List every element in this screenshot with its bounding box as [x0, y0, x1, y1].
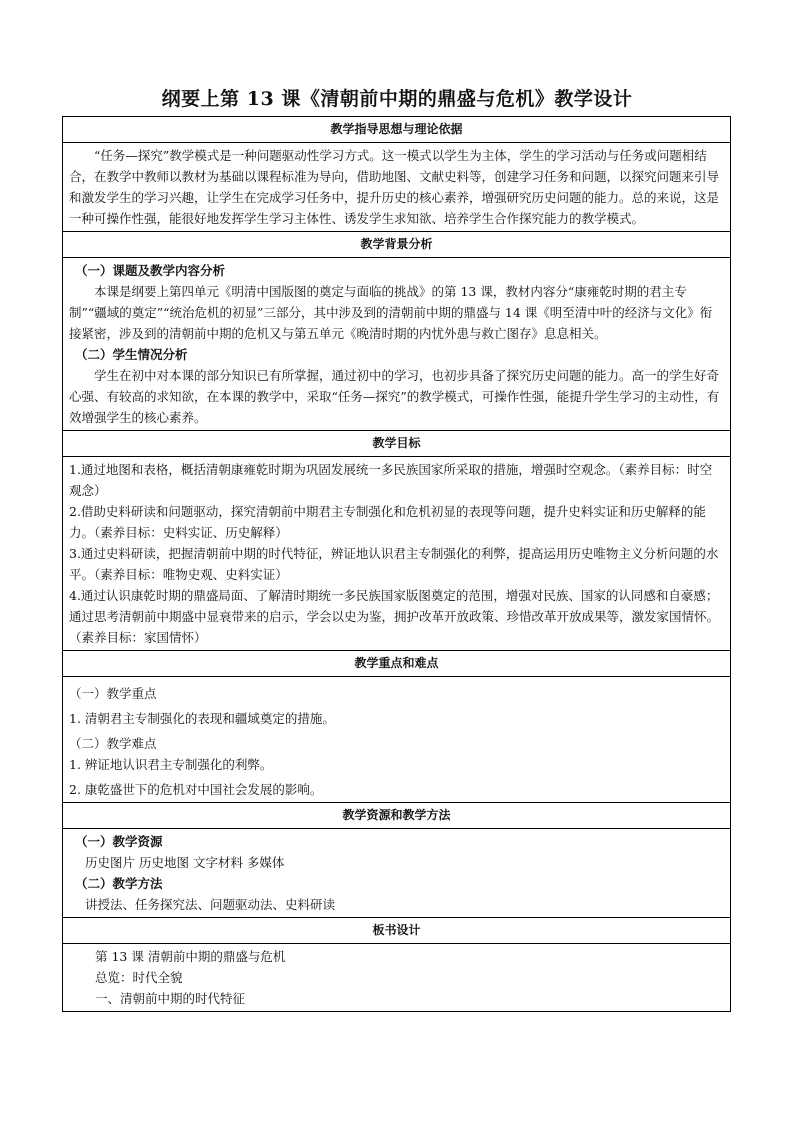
- section-header-background: 教学背景分析: [63, 232, 731, 258]
- subheading-student-analysis: （二）学生情况分析: [75, 347, 188, 362]
- objective-item: 4.通过认识康乾时期的鼎盛局面、了解清时期统一多民族国家版图奠定的范围，增强对民族、国家的认同感和自豪感；通过思考清朝前中期盛中显衰带来的启示，学会以史为鉴，拥护改革开放政策、珍惜改革开放成果等，激发家国情怀。（素养目标：家国情怀）: [69, 588, 720, 645]
- table-row: [63, 258, 731, 431]
- table-row: [63, 677, 731, 803]
- section-body-objectives: [63, 457, 731, 651]
- paragraph: 本课是纲要上第四单元《明清中国版图的奠定与面临的挑战》的第 13 课，教材内容分“康雍乾时期的君主专制”“疆域的奠定”“统治危机的初显”三部分，其中涉及到的清朝前中期的鼎盛与 14 课《明至清中叶的经济与文化》衔接紧密，涉及到的清朝前中期的危机又与第五单元《晚清时期的内忧外患与救亡图存》息息相关。: [69, 284, 713, 341]
- paragraph: 学生在初中对本课的部分知识已有所掌握，通过初中的学习，也初步具备了探究历史问题的能力。高一的学生好奇心强、有较高的求知欲，在本课的教学中，采取“任务—探究”的教学模式，可操作性强，能提升学生学习的主动性，有效增强学生的核心素养。: [69, 368, 720, 425]
- section-body-key-points: [63, 677, 731, 803]
- table-row: [63, 431, 731, 457]
- section-body-resources-methods: [63, 829, 731, 918]
- blackboard-line: 一、清朝前中期的时代特征: [95, 991, 246, 1006]
- section-body-blackboard: [63, 944, 731, 1012]
- blackboard-line: 第 13 课 清朝前中期的鼎盛与危机: [95, 949, 286, 964]
- section-body-background: [63, 258, 731, 431]
- table-row: [63, 918, 731, 944]
- table-row: [63, 803, 731, 829]
- table-row: [63, 232, 731, 258]
- difficulty-item: 1. 辨证地认识君主专制强化的利弊。: [69, 757, 273, 772]
- blackboard-line: 总览：时代全貌: [95, 970, 183, 985]
- table-row: [63, 117, 731, 143]
- section-header-blackboard: 板书设计: [63, 918, 731, 944]
- subheading-resources: （一）教学资源: [75, 834, 163, 849]
- section-body-guiding-ideology: [63, 143, 731, 232]
- objective-item: 2.借助史料研读和问题驱动，探究清朝前中期君主专制强化和危机初显的表现等问题，提升史料实证和历史解释的能力。（素养目标：史料实证、历史解释）: [69, 504, 706, 540]
- subheading-difficulty: （二）教学难点: [69, 736, 157, 751]
- section-header-guiding-ideology: 教学指导思想与理论依据: [63, 117, 731, 143]
- section-header-objectives: 教学目标: [63, 431, 731, 457]
- methods-text: 讲授法、任务探究法、问题驱动法、史料研读: [85, 897, 336, 912]
- table-row: [63, 457, 731, 651]
- table-row: [63, 829, 731, 918]
- table-row: [63, 651, 731, 677]
- subheading-content-analysis: （一）课题及教学内容分析: [75, 263, 226, 278]
- resources-text: 历史图片 历史地图 文字材料 多媒体: [85, 855, 285, 870]
- objective-item: 1.通过地图和表格，概括清朝康雍乾时期为巩固发展统一多民族国家所采取的措施，增强时空观念。（素养目标：时空观念）: [69, 462, 713, 498]
- lesson-plan-table: [62, 116, 731, 1012]
- section-header-resources-methods: 教学资源和教学方法: [63, 803, 731, 829]
- subheading-key-point: （一）教学重点: [69, 686, 157, 701]
- subheading-methods: （二）教学方法: [75, 876, 163, 891]
- document-title: 纲要上第 13 课《清朝前中期的鼎盛与危机》教学设计: [161, 88, 633, 110]
- objective-item: 3.通过史料研读，把握清朝前中期的时代特征，辨证地认识君主专制强化的利弊，提高运用历史唯物主义分析问题的水平。（素养目标：唯物史观、史料实证）: [69, 546, 719, 582]
- section-header-key-points: 教学重点和难点: [63, 651, 731, 677]
- table-row: [63, 944, 731, 1012]
- table-row: [63, 143, 731, 232]
- difficulty-item: 2. 康乾盛世下的危机对中国社会发展的影响。: [69, 782, 323, 797]
- paragraph: “任务—探究”教学模式是一种问题驱动性学习方式。这一模式以学生为主体，学生的学习活动与任务或问题相结合，在教学中教师以教材为基础以课程标准为导向，借助地图、文献史料等，创建学习任务和问题，以探究问题来引导和激发学生的学习兴趣，让学生在完成学习任务中，提升历史的核心素养，增强研究历史问题的能力。总的来说，这是一种可操作性强，能很好地发挥学生学习主体性、诱发学生求知欲、培养学生合作探究能力的教学模式。: [69, 148, 720, 226]
- key-point-item: 1. 清朝君主专制强化的表现和疆域奠定的措施。: [69, 711, 335, 726]
